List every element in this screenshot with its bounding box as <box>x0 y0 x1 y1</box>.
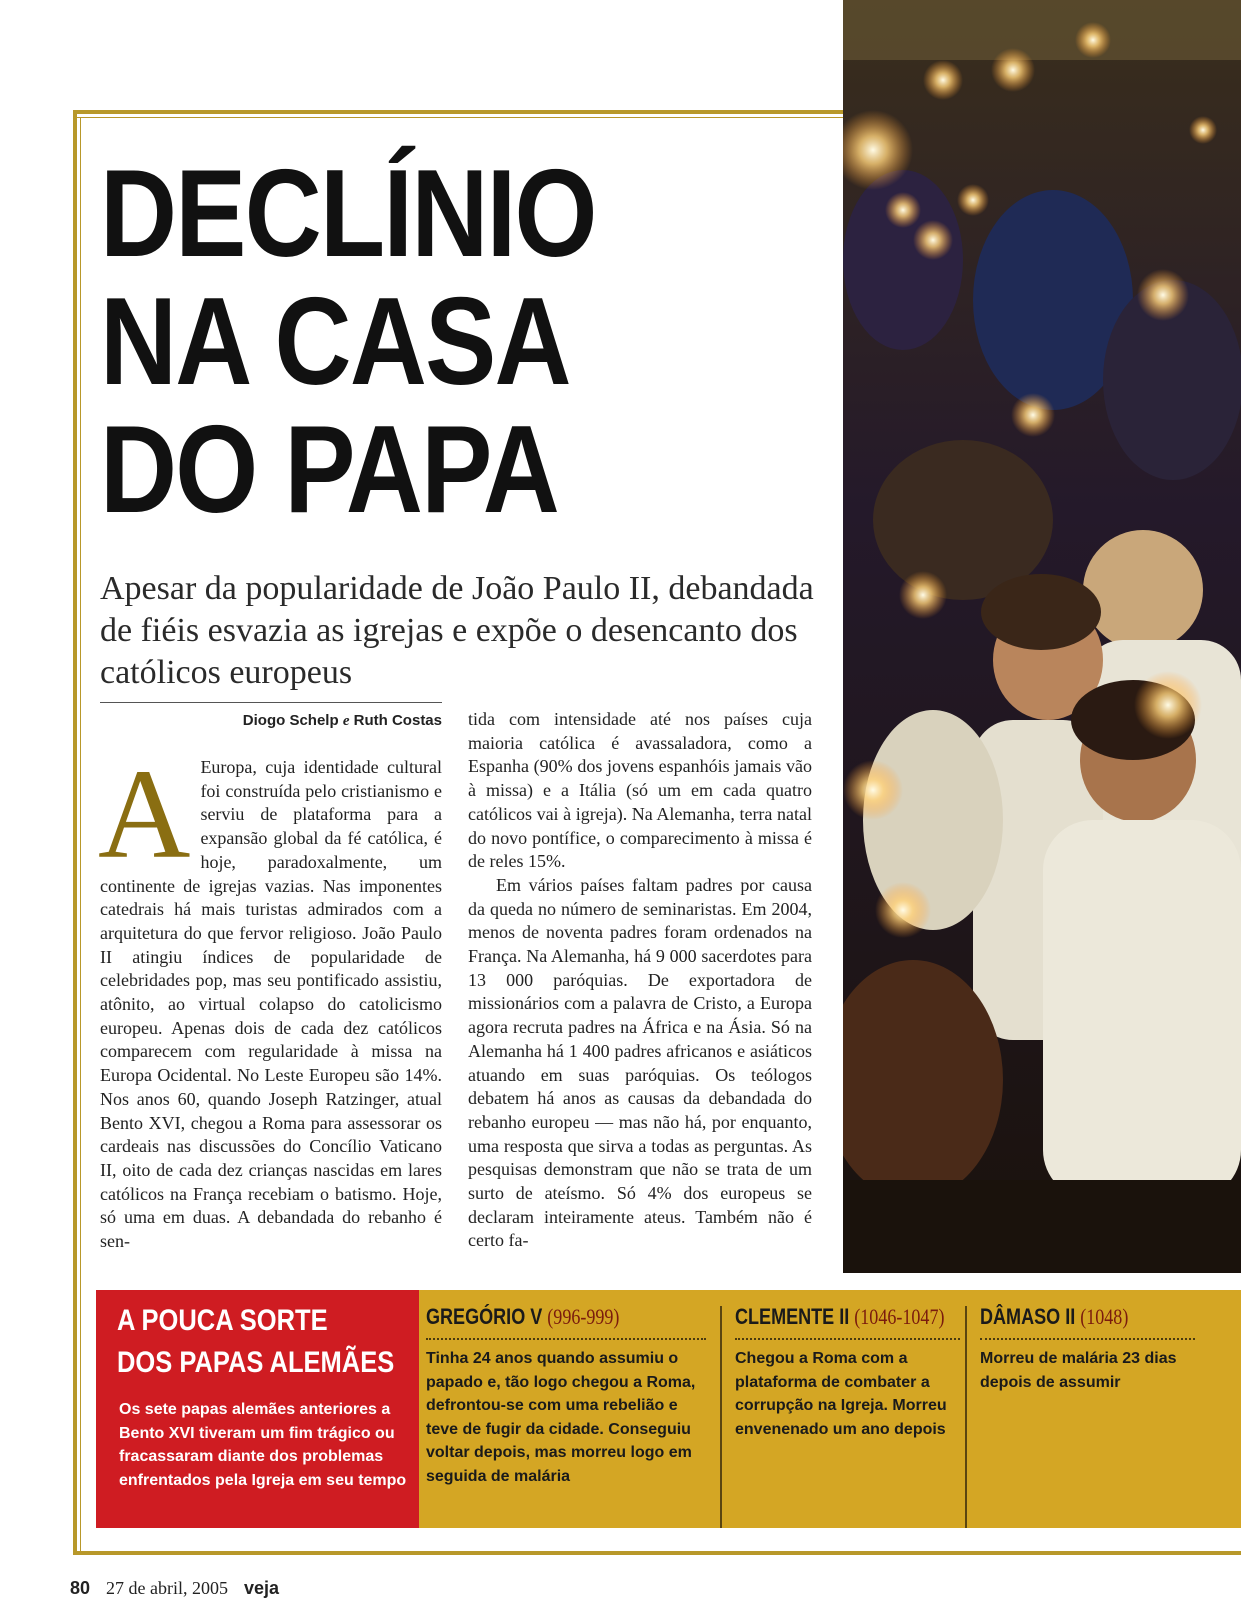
dotted-divider <box>735 1338 960 1340</box>
pope-name: DÂMASO II <box>980 1304 1076 1329</box>
dotted-divider <box>426 1338 706 1340</box>
deck-subtitle: Apesar da popularidade de João Paulo II, debandada de fiéis esvazia as igrejas e expõe o desencanto dos católicos europeus <box>100 570 814 691</box>
drop-cap: A <box>98 743 191 885</box>
pope-entry-damaso-ii <box>980 1304 1195 1394</box>
frame-left-rule <box>73 110 77 1555</box>
banner-description: Os sete papas alemães anteriores a Bento XVI tiveram um fim trágico ou fracassaram diante dos problemas enfrentados pela Igreja em seu tempo <box>119 1401 407 1489</box>
pope-name: CLEMENTE II <box>735 1304 850 1329</box>
issue-date: 27 de abril, 2005 <box>106 1578 229 1598</box>
banner-title <box>117 1300 415 1384</box>
page-footer <box>70 1578 279 1599</box>
dotted-divider <box>980 1338 1195 1340</box>
pope-name-line <box>980 1304 1156 1330</box>
article-column-1 <box>98 743 442 1254</box>
column-2-paragraph-1: tida com intensidade até nos países cuja maioria católica é avassaladora, como a Espanha (90% dos jovens espanhóis jamais vão à missa) e a Itália (só um em cada quatro católicos vai à igreja). Na Alemanha, terra natal do novo pontífice, o comparecimento à missa é de reles 15%. <box>468 709 812 872</box>
pope-text: Tinha 24 anos quando assumiu o papado e, tão logo chegou a Roma, defrontou-se com uma rebelião e teve de fugir da cidade. Conseguiu voltar depois, mas morreu logo em seguida de malária <box>426 1350 696 1485</box>
headline-line-3: DO PAPA <box>100 401 559 539</box>
pope-text: Morreu de malária 23 dias depois de assumir <box>980 1350 1177 1391</box>
magazine-name: veja <box>244 1578 280 1598</box>
candlelight-vigil-photo <box>843 0 1241 1273</box>
author-2: Ruth Costas <box>353 712 442 729</box>
article-column-2 <box>468 708 812 1253</box>
headline-line-2: NA CASA <box>100 273 570 411</box>
headline-line-1: DECLÍNIO <box>100 145 596 283</box>
pope-years: (996-999) <box>547 1304 620 1329</box>
author-1: Diogo Schelp <box>242 712 339 729</box>
pope-years: (1046-1047) <box>854 1304 945 1329</box>
photo-illustration <box>843 0 1241 1273</box>
byline-connector: e <box>342 713 350 729</box>
page-number: 80 <box>70 1578 91 1598</box>
pope-text: Chegou a Roma com a plataforma de combater a corrupção na Igreja. Morreu envenenado um ano depois <box>735 1350 947 1438</box>
column-separator <box>965 1306 967 1528</box>
byline <box>100 712 442 730</box>
pope-years: (1048) <box>1080 1304 1129 1329</box>
pope-entry-gregorio-v <box>426 1304 706 1488</box>
pope-name: GREGÓRIO V <box>426 1304 543 1329</box>
column-2-paragraph-2: Em vários países faltam padres por causa da queda no número de seminaristas. Em 2004, menos de noventa padres foram ordenados na França. Na Alemanha, há 9 000 sacerdotes para 13 000 paróquias. De exportadora de missionários com a palavra de Cristo, a Europa agora recruta padres na África e na Ásia. Só na Alemanha há 1 400 padres africanos e asiáticos atuando em suas paróquias. Os teólogos debatem há anos as causas da debandada do rebanho europeu — mas não há, por enquanto, uma resposta que sirva a todas as perguntas. As pesquisas demonstram que não se trata de um surto de ateísmo. Só 4% dos europeus se declaram inteiramente ateus. Também não é certo fa- <box>468 874 812 1251</box>
byline-rule <box>100 702 442 703</box>
banner-title-line-2: DOS PAPAS ALEMÃES <box>117 1346 395 1379</box>
column-separator <box>720 1306 722 1528</box>
pope-name-line <box>426 1304 656 1330</box>
pope-name-line <box>735 1304 945 1330</box>
banner-title-line-1: A POUCA SORTE <box>117 1304 328 1337</box>
frame-left-rule-inner <box>80 117 81 1555</box>
frame-bottom-rule <box>73 1551 1241 1555</box>
pope-entry-clemente-ii <box>735 1304 960 1441</box>
column-1-text: Europa, cuja identidade cultural foi construída pelo cristianismo e serviu de plataforma para a expansão global da fé católica, é hoje, paradoxalmente, um continente de igrejas vazias. Nas imponentes catedrais há mais turistas admirados com a arquitetura do que fervor religioso. João Paulo II atingiu índices de popularidade de celebridades pop, mas seu pontificado assistiu, atônito, ao virtual colapso do catolicismo europeu. Apenas dois de cada dez católicos comparecem com regularidade à missa na Europa Ocidental. No Leste Europeu são 14%. Nos anos 60, quando Joseph Ratzinger, atual Bento XVI, chegou a Roma para assessorar os cardeais nas discussões do Concílio Vaticano II, oito de cada dez crianças nascidas em lares católicos na França recebiam o batismo. Hoje, só uma em duas. A debandada do rebanho é sen- <box>100 757 442 1252</box>
headline <box>100 145 596 539</box>
